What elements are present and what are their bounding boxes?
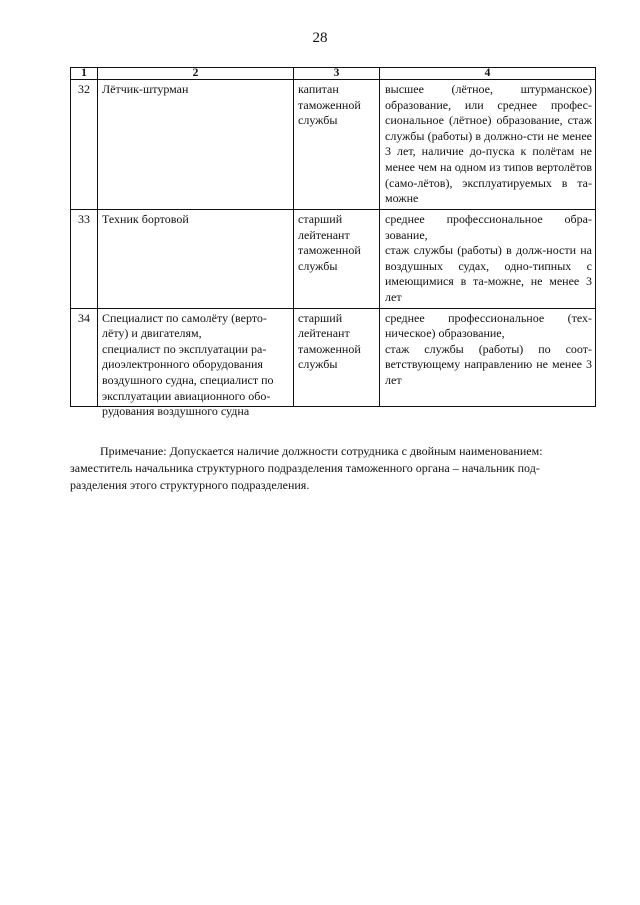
row-number: 33 [71, 210, 98, 309]
position-title [98, 80, 294, 210]
note-line: заместитель начальника структурного подразделения таможенного органа – начальник под- [70, 461, 540, 475]
table-row [71, 80, 596, 210]
qualification-requirements-text: высшее (лётное, штурманское) образование, или среднее профес-сиональное (лётное) образование, стаж службы (работы) в должно-сти не менее 3 лет, наличие до-пуска к полётам не менее чем на одном из типов вертолётов (само-лётов), эксплуатируемых в та-можне [385, 82, 592, 206]
table-row [71, 308, 596, 406]
position-title-text: Специалист по самолёту (верто-лёту) и двигателям, специалист по эксплуатации ра-диоэлектронного оборудования воздушного судна, специалист по эксплуатации авиационного обо-рудования воздушного судна [102, 310, 274, 419]
special-rank [294, 80, 380, 210]
special-rank-text: старший лейтенант таможенной службы [298, 310, 361, 372]
note-line: разделения этого структурного подразделения. [70, 478, 310, 492]
special-rank-text: старший лейтенант таможенной службы [298, 212, 361, 273]
qualification-requirements [380, 210, 596, 309]
column-header-number: 1 [71, 68, 98, 80]
qualification-requirements [380, 80, 596, 210]
column-header-position: 2 [98, 68, 294, 80]
table-row [71, 210, 596, 309]
qualification-requirements [380, 308, 596, 406]
special-rank-text: капитан таможенной службы [298, 82, 361, 128]
column-header-rank: 3 [294, 68, 380, 80]
row-number: 32 [71, 80, 98, 210]
row-number: 34 [71, 308, 98, 406]
special-rank [294, 308, 380, 406]
note-paragraph [70, 443, 595, 494]
positions-table [70, 67, 596, 419]
qualification-requirements-text: среднее профессиональное (тех-ническое) образование, стаж службы (работы) по соот-ветствующему направлению не менее 3 лет [385, 310, 592, 387]
note-line: Примечание: Допускается наличие должности сотрудника с двойным наименованием: [100, 444, 543, 458]
column-header-requirements: 4 [380, 68, 596, 80]
position-title-text: Техник бортовой [102, 212, 189, 226]
position-title-text: Лётчик-штурман [102, 82, 189, 96]
special-rank [294, 210, 380, 309]
position-title [98, 308, 294, 419]
position-title [98, 210, 294, 309]
qualification-requirements-text: среднее профессиональное обра-зование, стаж службы (работы) в долж-ности на воздушных судах, одно-типных с имеющимися в та-можне, не менее 3 лет [385, 212, 592, 304]
table-header-row [71, 68, 596, 80]
page-number: 28 [312, 30, 328, 46]
